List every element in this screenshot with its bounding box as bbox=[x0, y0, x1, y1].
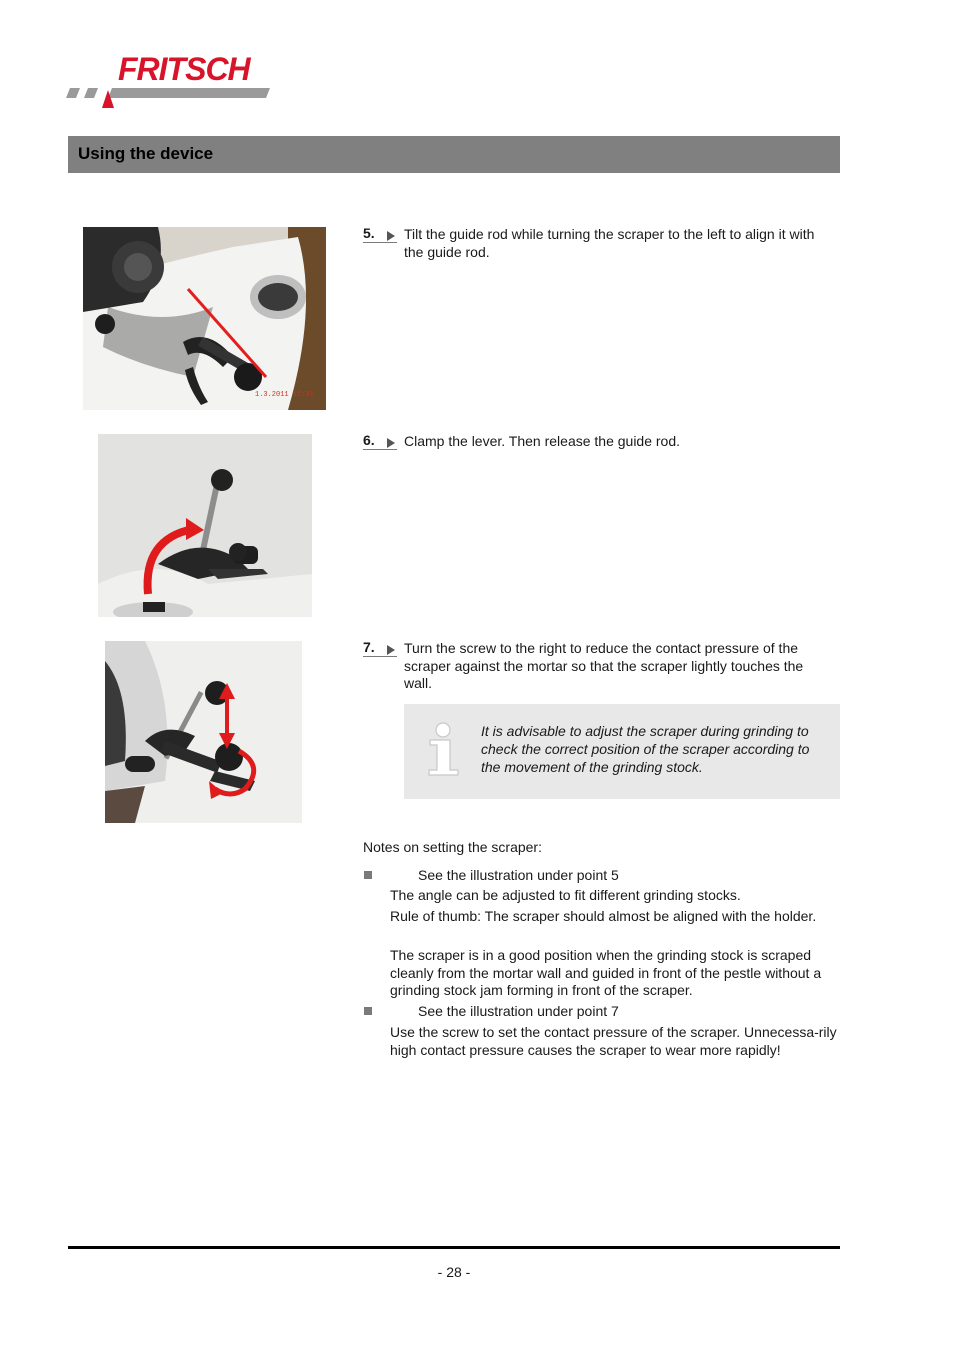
step-arrow-icon bbox=[387, 645, 395, 655]
info-icon bbox=[426, 722, 462, 781]
photo-step-5 bbox=[83, 227, 326, 410]
step-7 bbox=[363, 640, 833, 696]
note-paragraph: The scraper is in a good position when the grinding stock is scraped cleanly from the mortar wall and guided in front of the pestle without a grinding stock jam forming in front of the scraper. bbox=[390, 947, 822, 998]
step-text: Turn the screw to the right to reduce the contact pressure of the scraper against the mortar so that the scraper lightly touches the wall. bbox=[404, 640, 804, 691]
fritsch-logo bbox=[66, 50, 286, 112]
step-text: Clamp the lever. Then release the guide rod. bbox=[404, 433, 681, 449]
note-paragraph: Rule of thumb: The scraper should almost be aligned with the holder. bbox=[390, 908, 817, 924]
notes-heading: Notes on setting the scraper: bbox=[363, 839, 542, 855]
note-paragraph: The angle can be adjusted to fit different grinding stocks. bbox=[390, 887, 741, 903]
footer-rule bbox=[68, 1246, 840, 1249]
step-5 bbox=[363, 226, 833, 266]
list-item-label: See the illustration under point 7 bbox=[418, 1003, 619, 1019]
info-note-box bbox=[404, 704, 840, 799]
bullet-square-icon bbox=[364, 1007, 372, 1015]
list-item-label: See the illustration under point 5 bbox=[418, 867, 619, 883]
step-number: 7. bbox=[363, 640, 397, 657]
step-number: 5. bbox=[363, 226, 397, 243]
logo-wordmark: FRITSCH bbox=[118, 51, 250, 87]
section-header bbox=[68, 136, 840, 173]
note-paragraph: Use the screw to set the contact pressure of the scraper. Unnecessa-rily high contact pressure causes the scraper to wear more rapidly! bbox=[390, 1024, 837, 1058]
step-arrow-icon bbox=[387, 438, 395, 448]
list-item bbox=[363, 867, 843, 884]
photo-step-7 bbox=[105, 641, 302, 823]
photo-timestamp: 1.3.2011 15:31 bbox=[255, 391, 314, 399]
bullet-square-icon bbox=[364, 871, 372, 879]
step-arrow-icon bbox=[387, 231, 395, 241]
section-title: Using the device bbox=[78, 144, 214, 163]
step-number: 6. bbox=[363, 433, 397, 450]
info-note-text: It is advisable to adjust the scraper during grinding to check the correct position of the scraper according to the movement of the grinding stock. bbox=[481, 723, 810, 775]
list-item bbox=[363, 1003, 843, 1020]
step-text: Tilt the guide rod while turning the scraper to the left to align it with the guide rod. bbox=[404, 226, 815, 260]
step-6 bbox=[363, 433, 833, 453]
photo-step-6 bbox=[98, 434, 312, 617]
page-number: - 28 - bbox=[437, 1264, 471, 1280]
